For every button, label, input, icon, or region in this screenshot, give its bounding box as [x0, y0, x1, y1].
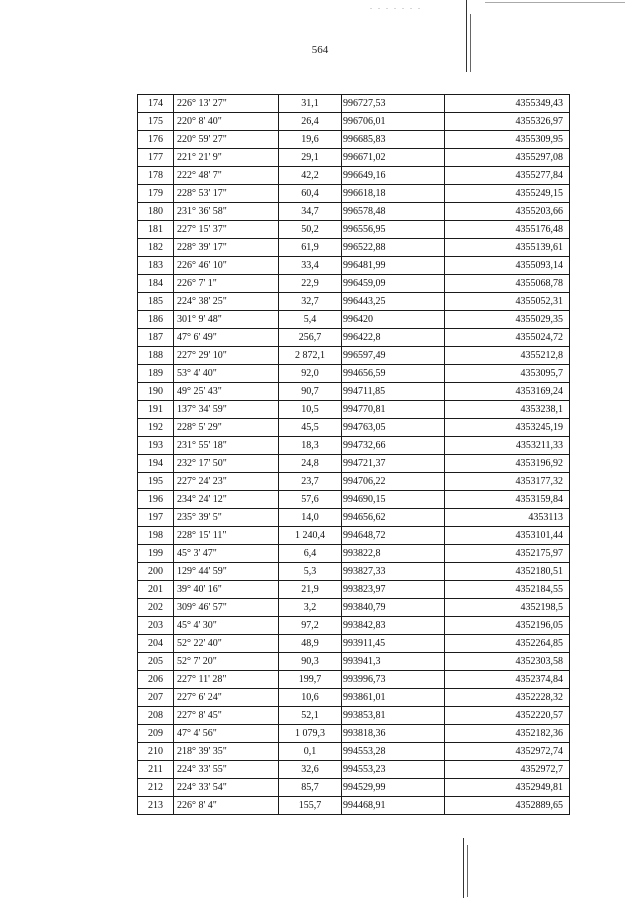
bearing-angle-cell: 227° 11' 28"	[174, 671, 279, 689]
point-number-cell: 187	[138, 329, 174, 347]
table-row	[138, 653, 570, 671]
distance-cell: 60,4	[279, 185, 342, 203]
bearing-angle-cell: 224° 33' 54"	[174, 779, 279, 797]
x-coordinate-cell: 993996,73	[342, 671, 445, 689]
point-number-cell: 197	[138, 509, 174, 527]
x-coordinate-cell: 996481,99	[342, 257, 445, 275]
point-number-cell: 196	[138, 491, 174, 509]
table-row	[138, 239, 570, 257]
x-coordinate-cell: 993840,79	[342, 599, 445, 617]
binding-mark-top	[466, 0, 467, 72]
x-coordinate-cell: 996443,25	[342, 293, 445, 311]
binding-mark-bottom-2	[467, 845, 468, 897]
point-number-cell: 193	[138, 437, 174, 455]
x-coordinate-cell: 993818,36	[342, 725, 445, 743]
distance-cell: 22,9	[279, 275, 342, 293]
bearing-angle-cell: 227° 6' 24"	[174, 689, 279, 707]
bearing-angle-cell: 232° 17' 50"	[174, 455, 279, 473]
distance-cell: 26,4	[279, 113, 342, 131]
y-coordinate-cell: 4352303,58	[445, 653, 570, 671]
y-coordinate-cell: 4352264,85	[445, 635, 570, 653]
bearing-angle-cell: 137° 34' 59"	[174, 401, 279, 419]
table-row	[138, 761, 570, 779]
point-number-cell: 177	[138, 149, 174, 167]
bearing-angle-cell: 231° 36' 58"	[174, 203, 279, 221]
x-coordinate-cell: 994732,66	[342, 437, 445, 455]
bearing-angle-cell: 226° 8' 4"	[174, 797, 279, 815]
y-coordinate-cell: 4353159,84	[445, 491, 570, 509]
x-coordinate-cell: 993822,8	[342, 545, 445, 563]
x-coordinate-cell: 994763,05	[342, 419, 445, 437]
distance-cell: 92,0	[279, 365, 342, 383]
bearing-angle-cell: 227° 29' 10"	[174, 347, 279, 365]
y-coordinate-cell: 4353101,44	[445, 527, 570, 545]
bearing-angle-cell: 224° 33' 55"	[174, 761, 279, 779]
distance-cell: 85,7	[279, 779, 342, 797]
bearing-angle-cell: 226° 46' 10"	[174, 257, 279, 275]
x-coordinate-cell: 996578,48	[342, 203, 445, 221]
y-coordinate-cell: 4353113	[445, 509, 570, 527]
bearing-angle-cell: 47° 6' 49"	[174, 329, 279, 347]
x-coordinate-cell: 994690,15	[342, 491, 445, 509]
distance-cell: 256,7	[279, 329, 342, 347]
table-row	[138, 707, 570, 725]
table-row	[138, 311, 570, 329]
scan-line-top-right	[485, 2, 625, 3]
y-coordinate-cell: 4353238,1	[445, 401, 570, 419]
page-number: 564	[311, 44, 329, 56]
point-number-cell: 190	[138, 383, 174, 401]
point-number-cell: 209	[138, 725, 174, 743]
point-number-cell: 184	[138, 275, 174, 293]
table-row	[138, 221, 570, 239]
point-number-cell: 211	[138, 761, 174, 779]
bearing-angle-cell: 309° 46' 57"	[174, 599, 279, 617]
table-row	[138, 473, 570, 491]
table-row	[138, 437, 570, 455]
bearing-angle-cell: 218° 39' 35"	[174, 743, 279, 761]
y-coordinate-cell: 4355249,15	[445, 185, 570, 203]
y-coordinate-cell: 4355052,31	[445, 293, 570, 311]
bearing-angle-cell: 226° 13' 27"	[174, 95, 279, 113]
distance-cell: 42,2	[279, 167, 342, 185]
distance-cell: 32,7	[279, 293, 342, 311]
x-coordinate-cell: 993861,01	[342, 689, 445, 707]
y-coordinate-cell: 4355212,8	[445, 347, 570, 365]
table-row	[138, 293, 570, 311]
distance-cell: 32,6	[279, 761, 342, 779]
point-number-cell: 185	[138, 293, 174, 311]
x-coordinate-cell: 993823,97	[342, 581, 445, 599]
y-coordinate-cell: 4352175,97	[445, 545, 570, 563]
coordinates-table	[137, 94, 570, 815]
y-coordinate-cell: 4352374,84	[445, 671, 570, 689]
distance-cell: 52,1	[279, 707, 342, 725]
point-number-cell: 199	[138, 545, 174, 563]
distance-cell: 0,1	[279, 743, 342, 761]
x-coordinate-cell: 996556,95	[342, 221, 445, 239]
table-row	[138, 275, 570, 293]
y-coordinate-cell: 4355139,61	[445, 239, 570, 257]
y-coordinate-cell: 4355309,95	[445, 131, 570, 149]
y-coordinate-cell: 4353211,33	[445, 437, 570, 455]
bearing-angle-cell: 231° 55' 18"	[174, 437, 279, 455]
point-number-cell: 204	[138, 635, 174, 653]
x-coordinate-cell: 993941,3	[342, 653, 445, 671]
point-number-cell: 206	[138, 671, 174, 689]
point-number-cell: 191	[138, 401, 174, 419]
point-number-cell: 182	[138, 239, 174, 257]
point-number-cell: 195	[138, 473, 174, 491]
bearing-angle-cell: 129° 44' 59"	[174, 563, 279, 581]
point-number-cell: 186	[138, 311, 174, 329]
x-coordinate-cell: 994711,85	[342, 383, 445, 401]
x-coordinate-cell: 994553,28	[342, 743, 445, 761]
table-row	[138, 455, 570, 473]
y-coordinate-cell: 4355176,48	[445, 221, 570, 239]
y-coordinate-cell: 4355349,43	[445, 95, 570, 113]
table-row	[138, 797, 570, 815]
distance-cell: 57,6	[279, 491, 342, 509]
bearing-angle-cell: 224° 38' 25"	[174, 293, 279, 311]
y-coordinate-cell: 4352182,36	[445, 725, 570, 743]
point-number-cell: 180	[138, 203, 174, 221]
y-coordinate-cell: 4352228,32	[445, 689, 570, 707]
point-number-cell: 176	[138, 131, 174, 149]
point-number-cell: 189	[138, 365, 174, 383]
table-row	[138, 419, 570, 437]
y-coordinate-cell: 4353196,92	[445, 455, 570, 473]
distance-cell: 14,0	[279, 509, 342, 527]
point-number-cell: 175	[138, 113, 174, 131]
y-coordinate-cell: 4355326,97	[445, 113, 570, 131]
table-row	[138, 149, 570, 167]
distance-cell: 6,4	[279, 545, 342, 563]
table-row	[138, 671, 570, 689]
table-row	[138, 401, 570, 419]
x-coordinate-cell: 994468,91	[342, 797, 445, 815]
table-row	[138, 725, 570, 743]
x-coordinate-cell: 996671,02	[342, 149, 445, 167]
y-coordinate-cell: 4355297,08	[445, 149, 570, 167]
distance-cell: 21,9	[279, 581, 342, 599]
x-coordinate-cell: 994553,23	[342, 761, 445, 779]
bearing-angle-cell: 227° 24' 23"	[174, 473, 279, 491]
x-coordinate-cell: 996420	[342, 311, 445, 329]
bearing-angle-cell: 49° 25' 43"	[174, 383, 279, 401]
table-row	[138, 509, 570, 527]
table-row	[138, 329, 570, 347]
distance-cell: 34,7	[279, 203, 342, 221]
y-coordinate-cell: 4352180,51	[445, 563, 570, 581]
point-number-cell: 198	[138, 527, 174, 545]
point-number-cell: 179	[138, 185, 174, 203]
bearing-angle-cell: 234° 24' 12"	[174, 491, 279, 509]
y-coordinate-cell: 4355068,78	[445, 275, 570, 293]
x-coordinate-cell: 996522,88	[342, 239, 445, 257]
bearing-angle-cell: 53° 4' 40"	[174, 365, 279, 383]
table-row	[138, 167, 570, 185]
bearing-angle-cell: 301° 9' 48"	[174, 311, 279, 329]
point-number-cell: 192	[138, 419, 174, 437]
x-coordinate-cell: 994770,81	[342, 401, 445, 419]
point-number-cell: 201	[138, 581, 174, 599]
table-row	[138, 383, 570, 401]
distance-cell: 10,6	[279, 689, 342, 707]
y-coordinate-cell: 4352972,74	[445, 743, 570, 761]
point-number-cell: 178	[138, 167, 174, 185]
point-number-cell: 208	[138, 707, 174, 725]
y-coordinate-cell: 4353169,24	[445, 383, 570, 401]
binding-mark-top-2	[470, 14, 471, 72]
distance-cell: 31,1	[279, 95, 342, 113]
table-row	[138, 491, 570, 509]
x-coordinate-cell: 996685,83	[342, 131, 445, 149]
table-row	[138, 95, 570, 113]
table-row	[138, 743, 570, 761]
distance-cell: 45,5	[279, 419, 342, 437]
bearing-angle-cell: 52° 7' 20"	[174, 653, 279, 671]
x-coordinate-cell: 994648,72	[342, 527, 445, 545]
x-coordinate-cell: 996459,09	[342, 275, 445, 293]
x-coordinate-cell: 993853,81	[342, 707, 445, 725]
bearing-angle-cell: 45° 3' 47"	[174, 545, 279, 563]
x-coordinate-cell: 996597,49	[342, 347, 445, 365]
y-coordinate-cell: 4355024,72	[445, 329, 570, 347]
bearing-angle-cell: 228° 5' 29"	[174, 419, 279, 437]
distance-cell: 97,2	[279, 617, 342, 635]
distance-cell: 29,1	[279, 149, 342, 167]
point-number-cell: 183	[138, 257, 174, 275]
distance-cell: 24,8	[279, 455, 342, 473]
table-row	[138, 779, 570, 797]
point-number-cell: 194	[138, 455, 174, 473]
x-coordinate-cell: 993911,45	[342, 635, 445, 653]
distance-cell: 61,9	[279, 239, 342, 257]
x-coordinate-cell: 996422,8	[342, 329, 445, 347]
distance-cell: 199,7	[279, 671, 342, 689]
x-coordinate-cell: 994656,59	[342, 365, 445, 383]
bearing-angle-cell: 228° 15' 11"	[174, 527, 279, 545]
table-row	[138, 563, 570, 581]
x-coordinate-cell: 994706,22	[342, 473, 445, 491]
bearing-angle-cell: 227° 8' 45"	[174, 707, 279, 725]
point-number-cell: 207	[138, 689, 174, 707]
bearing-angle-cell: 226° 7' 1"	[174, 275, 279, 293]
coordinates-table-body	[138, 95, 570, 815]
table-row	[138, 527, 570, 545]
table-row	[138, 347, 570, 365]
distance-cell: 2 872,1	[279, 347, 342, 365]
table-row	[138, 131, 570, 149]
distance-cell: 1 079,3	[279, 725, 342, 743]
distance-cell: 155,7	[279, 797, 342, 815]
y-coordinate-cell: 4353095,7	[445, 365, 570, 383]
distance-cell: 33,4	[279, 257, 342, 275]
distance-cell: 48,9	[279, 635, 342, 653]
distance-cell: 5,3	[279, 563, 342, 581]
distance-cell: 90,7	[279, 383, 342, 401]
bearing-angle-cell: 228° 53' 17"	[174, 185, 279, 203]
bearing-angle-cell: 220° 59' 27"	[174, 131, 279, 149]
point-number-cell: 200	[138, 563, 174, 581]
distance-cell: 18,3	[279, 437, 342, 455]
x-coordinate-cell: 996649,16	[342, 167, 445, 185]
scan-noise-top: . . . . . . .	[370, 2, 422, 11]
y-coordinate-cell: 4352972,7	[445, 761, 570, 779]
table-row	[138, 185, 570, 203]
y-coordinate-cell: 4355029,35	[445, 311, 570, 329]
table-row	[138, 635, 570, 653]
x-coordinate-cell: 994721,37	[342, 455, 445, 473]
x-coordinate-cell: 993827,33	[342, 563, 445, 581]
distance-cell: 90,3	[279, 653, 342, 671]
y-coordinate-cell: 4352889,65	[445, 797, 570, 815]
point-number-cell: 203	[138, 617, 174, 635]
x-coordinate-cell: 994529,99	[342, 779, 445, 797]
point-number-cell: 212	[138, 779, 174, 797]
distance-cell: 1 240,4	[279, 527, 342, 545]
point-number-cell: 202	[138, 599, 174, 617]
table-row	[138, 599, 570, 617]
y-coordinate-cell: 4355093,14	[445, 257, 570, 275]
point-number-cell: 181	[138, 221, 174, 239]
point-number-cell: 205	[138, 653, 174, 671]
bearing-angle-cell: 39° 40' 16"	[174, 581, 279, 599]
y-coordinate-cell: 4352220,57	[445, 707, 570, 725]
y-coordinate-cell: 4352198,5	[445, 599, 570, 617]
bearing-angle-cell: 228° 39' 17"	[174, 239, 279, 257]
y-coordinate-cell: 4355203,66	[445, 203, 570, 221]
table-row	[138, 689, 570, 707]
distance-cell: 10,5	[279, 401, 342, 419]
table-row	[138, 617, 570, 635]
distance-cell: 3,2	[279, 599, 342, 617]
y-coordinate-cell: 4352949,81	[445, 779, 570, 797]
bearing-angle-cell: 227° 15' 37"	[174, 221, 279, 239]
table-row	[138, 203, 570, 221]
table-row	[138, 581, 570, 599]
table-row	[138, 113, 570, 131]
point-number-cell: 213	[138, 797, 174, 815]
y-coordinate-cell: 4353245,19	[445, 419, 570, 437]
distance-cell: 50,2	[279, 221, 342, 239]
table-row	[138, 545, 570, 563]
point-number-cell: 174	[138, 95, 174, 113]
bearing-angle-cell: 52° 22' 40"	[174, 635, 279, 653]
y-coordinate-cell: 4352184,55	[445, 581, 570, 599]
y-coordinate-cell: 4353177,32	[445, 473, 570, 491]
bearing-angle-cell: 235° 39' 5"	[174, 509, 279, 527]
distance-cell: 19,6	[279, 131, 342, 149]
x-coordinate-cell: 996706,01	[342, 113, 445, 131]
table-row	[138, 365, 570, 383]
table-row	[138, 257, 570, 275]
x-coordinate-cell: 993842,83	[342, 617, 445, 635]
point-number-cell: 210	[138, 743, 174, 761]
bearing-angle-cell: 45° 4' 30"	[174, 617, 279, 635]
x-coordinate-cell: 996618,18	[342, 185, 445, 203]
x-coordinate-cell: 996727,53	[342, 95, 445, 113]
bearing-angle-cell: 221° 21' 9"	[174, 149, 279, 167]
binding-mark-bottom	[463, 838, 464, 898]
y-coordinate-cell: 4355277,84	[445, 167, 570, 185]
bearing-angle-cell: 220° 8' 40"	[174, 113, 279, 131]
bearing-angle-cell: 47° 4' 56"	[174, 725, 279, 743]
y-coordinate-cell: 4352196,05	[445, 617, 570, 635]
distance-cell: 23,7	[279, 473, 342, 491]
distance-cell: 5,4	[279, 311, 342, 329]
point-number-cell: 188	[138, 347, 174, 365]
x-coordinate-cell: 994656,62	[342, 509, 445, 527]
bearing-angle-cell: 222° 48' 7"	[174, 167, 279, 185]
